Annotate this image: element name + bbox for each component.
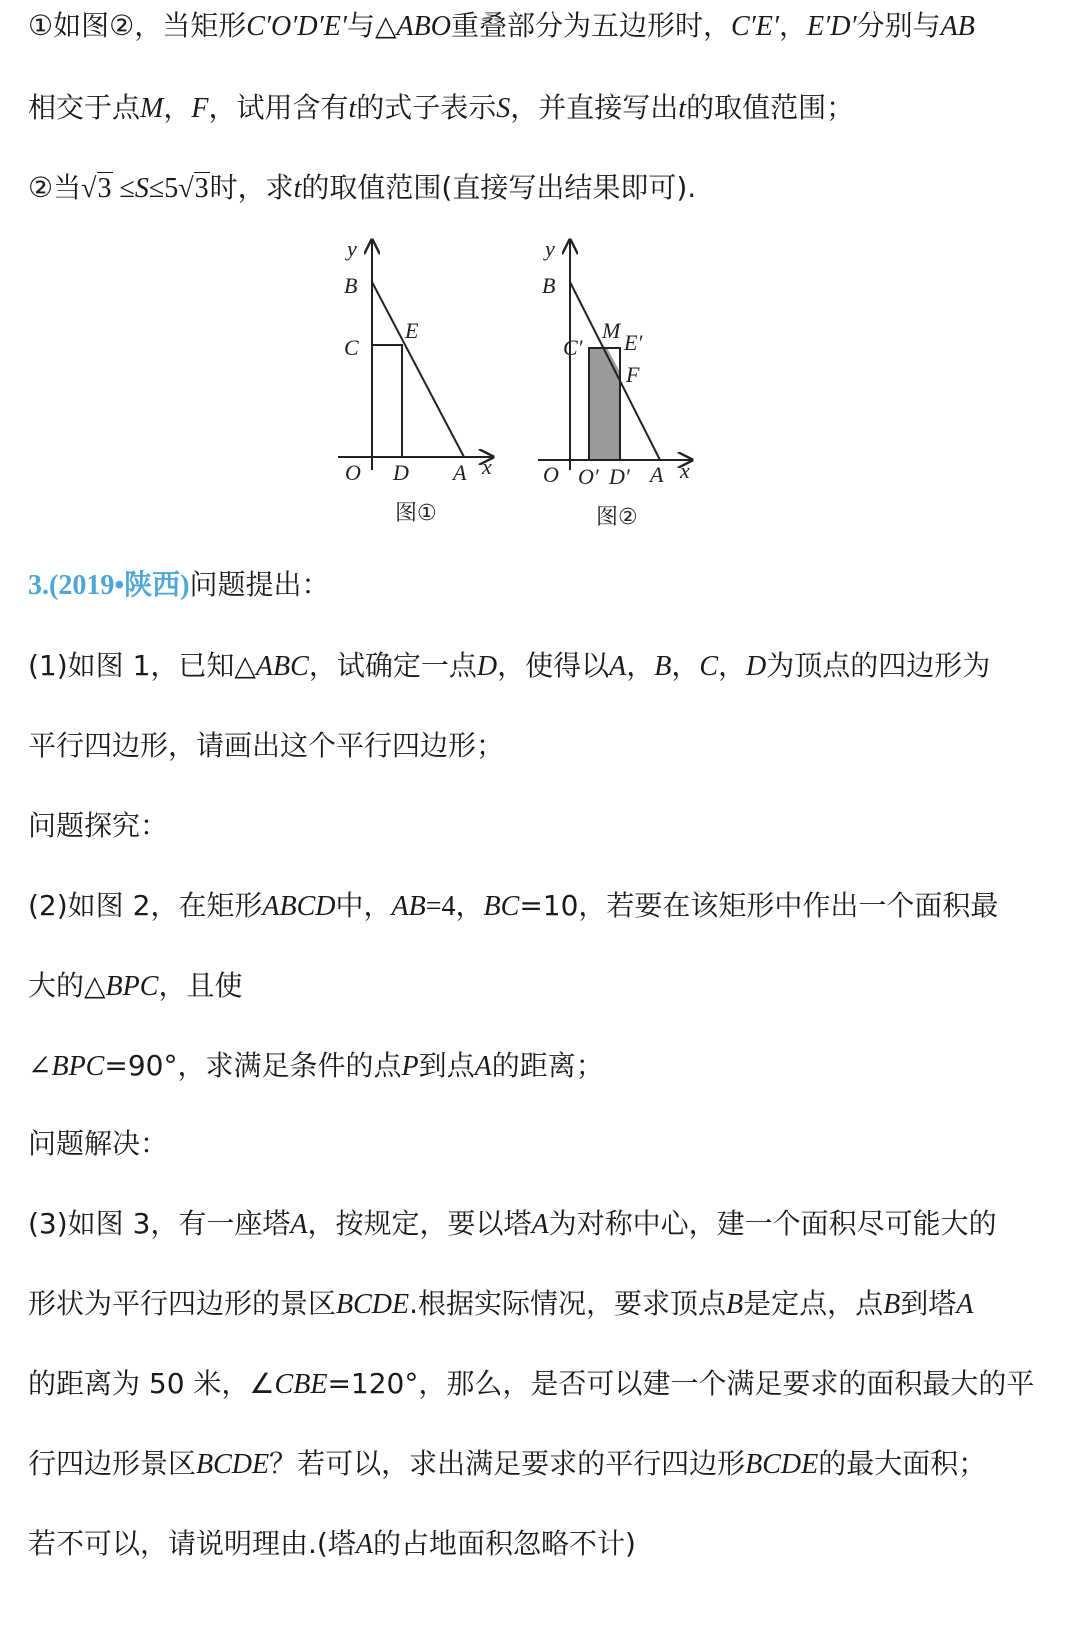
text: .根据实际情况，要求顶点 [409,1287,727,1320]
text: =4， [425,891,484,922]
fig1-label-d: D [393,460,409,485]
text: 行四边形景区 [28,1447,197,1480]
math-var: ABCD [262,891,336,922]
math-var: E′D′ [807,11,857,42]
text: ，试确定一点 [308,649,477,682]
sqrt-expression: √3 [178,173,209,204]
text: 如图②，当矩形 [53,9,247,42]
math-var: BCDE [196,1449,270,1480]
math-var: C′E′ [730,11,779,42]
text: 为对称中心，建一个面积尽可能大的 [548,1207,997,1240]
fig1-label-c: C [344,335,359,360]
text: ， [626,649,655,682]
math-var: A [474,1051,492,1082]
text: 中， [335,889,392,922]
q3-heading2 [28,806,1060,846]
math-var: A [956,1289,974,1320]
q3-title [28,565,1060,606]
q3-p3-line4 [28,1444,1060,1485]
fig2-label-c: C′ [563,335,583,360]
text: (3)如图 3，有一座塔 [28,1207,291,1240]
math-var: t [293,173,302,204]
text: 时，求 [209,171,294,204]
text: 与△ [346,9,397,42]
text: 当 [53,171,82,204]
text: ，且使 [158,969,243,1002]
math-var: A [355,1529,373,1560]
fig2-label-x: x [680,458,690,483]
text: ，使得以 [497,649,610,682]
math-var: BCDE [745,1449,819,1480]
fig2-caption: 图② [596,505,638,530]
fig1-caption: 图① [395,501,437,526]
math-var: B [654,651,672,682]
text: 的距离为 50 米，∠ [28,1367,275,1400]
math-var: BPC [105,971,159,1002]
text: 的占地面积忽略不计) [372,1527,636,1560]
text: 大的△ [28,969,106,1002]
math-var: P [401,1051,419,1082]
math-var: F [191,93,209,124]
math-var: A [290,1209,308,1240]
q3-p1-line2 [28,726,1060,766]
figure-2 [538,236,692,530]
q2-part1-line2 [28,88,1060,129]
text: =120°，那么，是否可以建一个满足要求的面积最大的平 [327,1367,1035,1400]
math-var: BC [483,891,520,922]
math-var: D [746,651,767,682]
text: 的取值范围(直接写出结果即可). [301,171,697,204]
text: ，试用含有 [208,91,349,124]
fig2-label-o: O [543,462,559,487]
text: 的距离； [491,1049,604,1082]
q3-p2-line3 [28,1046,1060,1087]
text: 分别与 [856,9,941,42]
fig1-label-x: x [482,454,492,479]
text: (1)如图 1，已知△ [28,649,256,682]
text: 的最大面积； [818,1447,987,1480]
math-op: ≤ [112,173,135,204]
fig2-label-e: E′ [624,330,643,355]
fig1-label-a: A [453,460,467,485]
math-var: AB [940,11,975,42]
math-var: BPC [51,1051,105,1082]
text: ， [671,649,700,682]
figures [0,225,1080,545]
math-var: A [531,1209,549,1240]
math-var: t [678,93,687,124]
fig1-label-o: O [345,460,361,485]
math-op: ≤5 [148,173,179,204]
fig2-label-a: A [650,462,664,487]
math-var: CBE [274,1369,328,1400]
text: =10，若要在该矩形中作出一个面积最 [519,889,999,922]
text: 是定点，点 [743,1287,884,1320]
text: ， [778,9,807,42]
math-var: D [476,651,498,682]
q2-part1-line1 [28,6,1060,47]
radicand: 3 [194,173,209,204]
text: 到塔 [900,1287,957,1320]
section-heading: 问题解决： [28,1127,169,1160]
q3-p2-line1 [28,886,1060,927]
math-var: BCDE [336,1289,410,1320]
fig1-line-ab [372,282,464,457]
math-var: M [140,93,164,124]
fig2-label-y: y [545,236,555,261]
radicand: 3 [97,173,112,204]
fig2-shaded-pentagon [589,348,620,460]
text: ，按规定，要以塔 [307,1207,532,1240]
circle-number-2: ② [28,171,54,204]
math-var: C′O′D′E′ [246,11,347,42]
circle-number-1: ① [28,9,54,42]
text: 形状为平行四边形的景区 [28,1287,337,1320]
math-var: C [699,651,719,682]
text: 为顶点的四边形为 [766,649,991,682]
figure-1 [338,236,493,526]
text: 若不可以，请说明理由.(塔 [28,1527,356,1560]
q3-heading3 [28,1124,1060,1164]
math-var: t [348,93,357,124]
text: 的式子表示 [356,91,497,124]
q3-p2-line2 [28,966,1060,1007]
fig2-label-b: B [542,273,556,298]
q3-p3-line2 [28,1284,1060,1325]
angle-symbol: ∠ [28,1051,52,1082]
text: ， [718,649,747,682]
math-var: AB [391,891,426,922]
q3-p1-line1 [28,646,1060,687]
q3-p3-line5 [28,1524,1060,1565]
text: ？若可以，求出满足要求的平行四边形 [269,1447,746,1480]
q2-part2-line [28,168,1060,209]
fig1-label-b: B [344,273,358,298]
fig2-label-o-prime: O′ [578,464,599,489]
fig2-label-f: F [626,362,640,387]
question-source: 3.(2019•陕西) [28,570,190,601]
math-var: A [609,651,627,682]
text: 相交于点 [28,91,141,124]
math-var: S [496,93,511,124]
text: ， [163,91,192,124]
math-var: B [883,1289,901,1320]
fig2-label-d-prime: D′ [609,464,630,489]
section-heading: 问题探究： [28,809,169,842]
text: 平行四边形，请画出这个平行四边形； [28,729,505,762]
math-var: B [726,1289,744,1320]
math-var: ABO [396,11,451,42]
fig1-label-e: E [405,318,419,343]
section-heading: 问题提出： [189,568,330,601]
fig2-label-m: M [602,318,621,343]
text: =90°，求满足条件的点 [104,1049,402,1082]
text: 的取值范围； [686,91,855,124]
fig1-label-y: y [347,236,357,261]
math-var: ABC [255,651,309,682]
q3-p3-line1 [28,1204,1060,1245]
text: (2)如图 2，在矩形 [28,889,263,922]
fig1-rectangle [372,345,402,457]
text: ，并直接写出 [510,91,679,124]
text: 重叠部分为五边形时， [450,9,731,42]
sqrt-expression: √3 [81,173,112,204]
text: 到点 [418,1049,475,1082]
q3-p3-line3 [28,1364,1060,1405]
math-var: S [134,173,149,204]
